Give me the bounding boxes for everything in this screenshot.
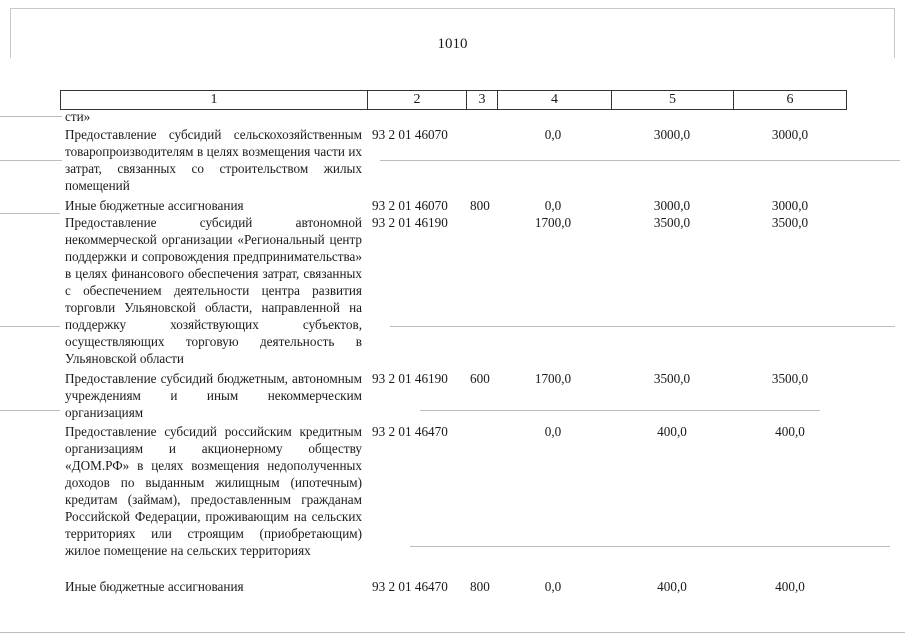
table-header <box>60 90 847 110</box>
scan-artifact-line <box>0 116 62 117</box>
row-col5-value: 400,0 <box>657 579 687 594</box>
row-col4-value: 0,0 <box>544 127 562 142</box>
scan-artifact-line <box>0 160 62 161</box>
row-col4-value: 0,0 <box>544 579 562 594</box>
page-frame-top <box>10 8 895 9</box>
row-description: Предоставление субсидий автономной некоммерческой организации «Региональный центр поддержки и сопровождения предпринимательства» в целях финансового обеспечения затрат, связанных с обеспечением деятельности центра развития торговли Ульяновской области, направленной на поддержку хозяйствующих субъектов, осуществляющих торговую деятельность в Ульяновской области <box>65 215 362 366</box>
row-col4-value: 1700,0 <box>534 371 572 386</box>
row-col6-value: 3000,0 <box>771 198 809 213</box>
row-code: 93 2 01 46190 <box>372 215 448 230</box>
header-col-1: 1 <box>60 91 367 109</box>
row-expense-type: 600 <box>470 371 490 386</box>
row-description: Иные бюджетные ассигнования <box>65 579 244 594</box>
row-code: 93 2 01 46070 <box>372 127 448 142</box>
row-col6-value: 3000,0 <box>771 127 809 142</box>
row-code: 93 2 01 46470 <box>372 579 448 594</box>
row-description: Иные бюджетные ассигнования <box>65 198 244 213</box>
row-col4-value: 1700,0 <box>534 215 572 230</box>
row-expense-type: 800 <box>470 198 490 213</box>
row-description: Предоставление субсидий бюджетным, автономным учреждениям и иным некоммерческим организациям <box>65 371 362 420</box>
row-col6-value: 400,0 <box>775 424 805 439</box>
scan-artifact-line <box>380 160 900 161</box>
row-col6-value: 400,0 <box>775 579 805 594</box>
scan-artifact-line <box>0 326 60 327</box>
row-col5-value: 3000,0 <box>653 127 691 142</box>
scan-artifact-line <box>0 410 60 411</box>
header-col-3: 3 <box>466 91 497 109</box>
row-description: сти» <box>65 109 91 124</box>
scan-artifact-line <box>420 410 820 411</box>
header-col-4: 4 <box>497 91 611 109</box>
scan-artifact-line <box>410 546 890 547</box>
row-col6-value: 3500,0 <box>771 371 809 386</box>
row-col5-value: 3500,0 <box>653 371 691 386</box>
row-col5-value: 400,0 <box>657 424 687 439</box>
header-col-2: 2 <box>367 91 466 109</box>
row-expense-type: 800 <box>470 579 490 594</box>
page-number: 1010 <box>437 36 468 52</box>
row-description: Предоставление субсидий российским кредитным организациям и акционерному обществу «ДОМ.РФ» в целях возмещения недополученных доходов по выданным жилищным (ипотечным) кредитам (займам), предоставленным гражданам Российской Федерации, проживающим на сельских территориях или строящим (приобретающим) жилое помещение на сельских территориях <box>65 424 362 558</box>
scan-artifact-line <box>390 326 895 327</box>
row-description: Предоставление субсидий сельскохозяйственным товаропроизводителям в целях возмещения части их затрат, связанных со строительством жилых помещений <box>65 127 362 193</box>
header-col-6: 6 <box>733 91 847 109</box>
scan-artifact-line <box>0 632 905 633</box>
row-code: 93 2 01 46190 <box>372 371 448 386</box>
row-code: 93 2 01 46070 <box>372 198 448 213</box>
row-col5-value: 3000,0 <box>653 198 691 213</box>
row-col6-value: 3500,0 <box>771 215 809 230</box>
row-col5-value: 3500,0 <box>653 215 691 230</box>
row-col4-value: 0,0 <box>544 424 562 439</box>
scan-artifact-line <box>0 213 60 214</box>
row-col4-value: 0,0 <box>544 198 562 213</box>
row-code: 93 2 01 46470 <box>372 424 448 439</box>
header-col-5: 5 <box>611 91 733 109</box>
